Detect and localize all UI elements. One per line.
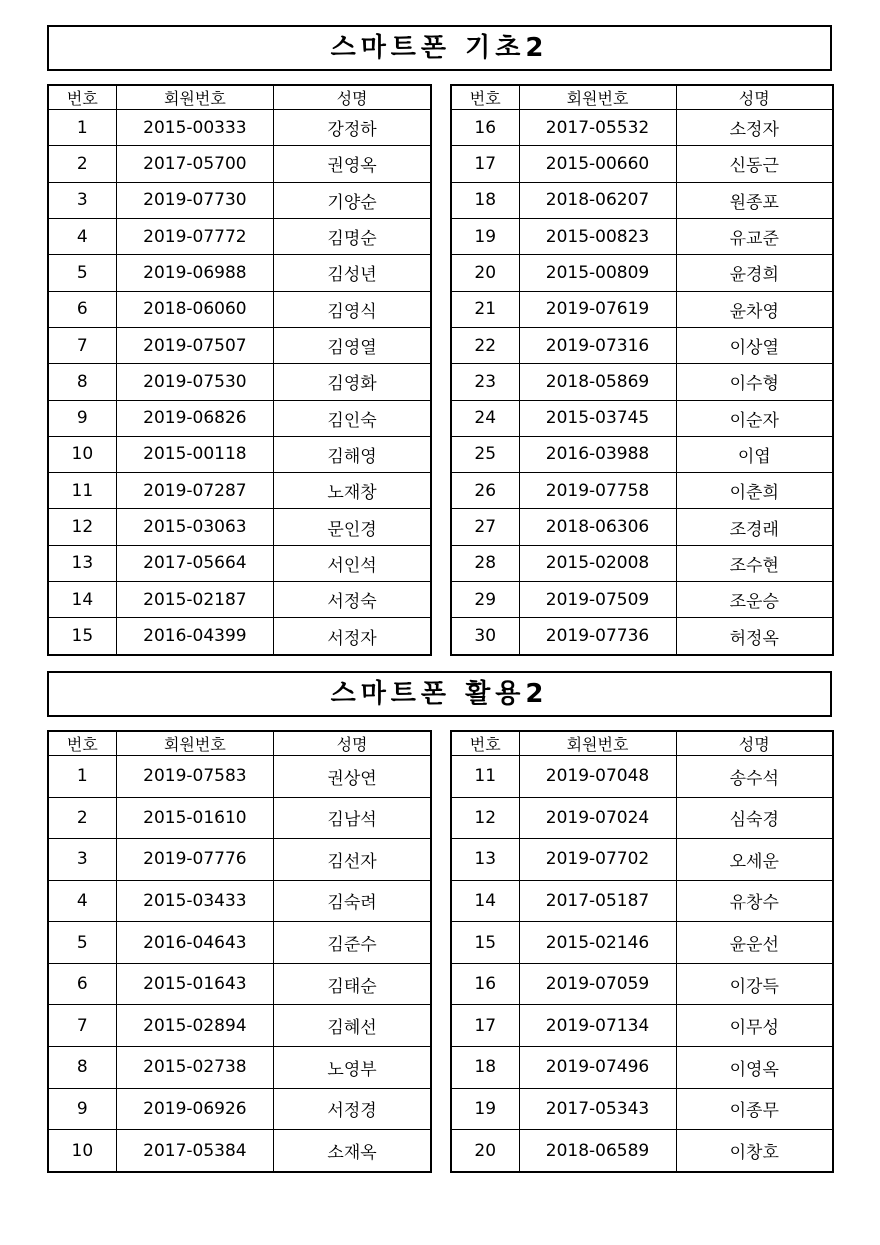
cell-name: 이영옥 — [676, 1046, 833, 1088]
cell-member-id: 2019-06826 — [116, 400, 273, 436]
table-row — [48, 473, 431, 509]
cell-number: 29 — [451, 582, 519, 618]
table-row — [451, 1130, 833, 1172]
cell-number: 18 — [451, 182, 519, 218]
cell-name: 이엽 — [676, 436, 833, 472]
cell-number: 20 — [451, 255, 519, 291]
cell-number: 15 — [451, 922, 519, 964]
cell-name: 송수석 — [676, 756, 833, 798]
cell-member-id: 2019-07496 — [519, 1046, 676, 1088]
cell-number: 13 — [48, 545, 116, 581]
cell-name: 윤경희 — [676, 255, 833, 291]
table-row — [48, 1088, 431, 1130]
cell-member-id: 2015-00660 — [519, 146, 676, 182]
cell-name: 문인경 — [274, 509, 431, 545]
cell-name: 원종포 — [676, 182, 833, 218]
cell-number: 12 — [48, 509, 116, 545]
roster-table-basics-left — [47, 84, 432, 656]
table-row — [48, 255, 431, 291]
cell-number: 28 — [451, 545, 519, 581]
cell-name: 조경래 — [676, 509, 833, 545]
cell-number: 25 — [451, 436, 519, 472]
cell-number: 5 — [48, 255, 116, 291]
table-row — [451, 1046, 833, 1088]
cell-member-id: 2015-01643 — [116, 963, 273, 1005]
cell-member-id: 2018-06207 — [519, 182, 676, 218]
header-name: 성명 — [676, 731, 833, 756]
cell-number: 16 — [451, 110, 519, 146]
cell-name: 서정자 — [274, 618, 431, 655]
roster-table-basics-right — [450, 84, 834, 656]
cell-name: 권상연 — [274, 756, 431, 798]
cell-name: 서인석 — [274, 545, 431, 581]
cell-number: 22 — [451, 327, 519, 363]
cell-number: 12 — [451, 797, 519, 839]
cell-name: 유교준 — [676, 218, 833, 254]
cell-number: 18 — [451, 1046, 519, 1088]
cell-name: 윤운선 — [676, 922, 833, 964]
cell-name: 강정하 — [274, 110, 431, 146]
cell-name: 소재옥 — [274, 1130, 431, 1172]
cell-member-id: 2015-02894 — [116, 1005, 273, 1047]
cell-name: 권영옥 — [274, 146, 431, 182]
cell-name: 김명순 — [274, 218, 431, 254]
cell-name: 이창호 — [676, 1130, 833, 1172]
cell-member-id: 2017-05187 — [519, 880, 676, 922]
roster-table-application-right — [450, 730, 834, 1173]
cell-member-id: 2015-03063 — [116, 509, 273, 545]
cell-member-id: 2019-07730 — [116, 182, 273, 218]
cell-number: 7 — [48, 327, 116, 363]
table-row — [451, 963, 833, 1005]
cell-member-id: 2019-07702 — [519, 839, 676, 881]
cell-member-id: 2017-05664 — [116, 545, 273, 581]
cell-name: 이상열 — [676, 327, 833, 363]
cell-number: 11 — [48, 473, 116, 509]
table-row — [451, 880, 833, 922]
roster-table-application-left — [47, 730, 432, 1173]
cell-number: 2 — [48, 146, 116, 182]
cell-name: 김태순 — [274, 963, 431, 1005]
table-row — [451, 582, 833, 618]
cell-number: 3 — [48, 182, 116, 218]
cell-number: 14 — [48, 582, 116, 618]
table-row — [48, 291, 431, 327]
cell-name: 김영열 — [274, 327, 431, 363]
cell-member-id: 2015-00823 — [519, 218, 676, 254]
table-row — [48, 618, 431, 655]
cell-member-id: 2015-03745 — [519, 400, 676, 436]
table-row — [451, 110, 833, 146]
header-member-id: 회원번호 — [519, 731, 676, 756]
cell-number: 6 — [48, 963, 116, 1005]
cell-number: 4 — [48, 218, 116, 254]
cell-member-id: 2019-07776 — [116, 839, 273, 881]
table-row — [451, 509, 833, 545]
cell-number: 8 — [48, 364, 116, 400]
cell-member-id: 2019-07772 — [116, 218, 273, 254]
header-member-id: 회원번호 — [519, 85, 676, 110]
table-row — [451, 839, 833, 881]
cell-member-id: 2019-07583 — [116, 756, 273, 798]
table-row — [48, 400, 431, 436]
table-row — [451, 473, 833, 509]
table-row — [48, 545, 431, 581]
table-row — [48, 963, 431, 1005]
cell-member-id: 2015-02187 — [116, 582, 273, 618]
cell-member-id: 2015-02008 — [519, 545, 676, 581]
cell-number: 19 — [451, 1088, 519, 1130]
cell-member-id: 2016-04399 — [116, 618, 273, 655]
cell-number: 30 — [451, 618, 519, 655]
cell-name: 이강득 — [676, 963, 833, 1005]
table-row — [451, 756, 833, 798]
cell-name: 김성년 — [274, 255, 431, 291]
header-name: 성명 — [274, 85, 431, 110]
table-row — [48, 364, 431, 400]
header-number: 번호 — [451, 731, 519, 756]
table-row — [451, 255, 833, 291]
header-row — [48, 731, 431, 756]
cell-name: 오세운 — [676, 839, 833, 881]
cell-member-id: 2019-07134 — [519, 1005, 676, 1047]
cell-member-id: 2015-02146 — [519, 922, 676, 964]
cell-number: 15 — [48, 618, 116, 655]
cell-member-id: 2015-00118 — [116, 436, 273, 472]
cell-name: 김혜선 — [274, 1005, 431, 1047]
cell-name: 노영부 — [274, 1046, 431, 1088]
table-row — [48, 582, 431, 618]
table-row — [48, 1005, 431, 1047]
table-row — [48, 1130, 431, 1172]
cell-name: 서정경 — [274, 1088, 431, 1130]
header-number: 번호 — [451, 85, 519, 110]
cell-name: 윤차영 — [676, 291, 833, 327]
cell-name: 심숙경 — [676, 797, 833, 839]
cell-member-id: 2015-03433 — [116, 880, 273, 922]
cell-member-id: 2018-05869 — [519, 364, 676, 400]
header-member-id: 회원번호 — [116, 85, 273, 110]
cell-number: 19 — [451, 218, 519, 254]
cell-member-id: 2017-05532 — [519, 110, 676, 146]
cell-name: 소정자 — [676, 110, 833, 146]
cell-member-id: 2016-03988 — [519, 436, 676, 472]
cell-member-id: 2019-07316 — [519, 327, 676, 363]
header-row — [451, 731, 833, 756]
section-title-application: 스마트폰 활용2 — [47, 671, 832, 717]
section-title-basics: 스마트폰 기초2 — [47, 25, 832, 71]
cell-member-id: 2018-06306 — [519, 509, 676, 545]
cell-number: 1 — [48, 110, 116, 146]
cell-name: 신동근 — [676, 146, 833, 182]
table-row — [48, 146, 431, 182]
table-row — [451, 1005, 833, 1047]
cell-number: 7 — [48, 1005, 116, 1047]
cell-member-id: 2015-01610 — [116, 797, 273, 839]
cell-member-id: 2017-05343 — [519, 1088, 676, 1130]
header-number: 번호 — [48, 731, 116, 756]
cell-member-id: 2016-04643 — [116, 922, 273, 964]
cell-name: 허정옥 — [676, 618, 833, 655]
cell-number: 17 — [451, 1005, 519, 1047]
cell-member-id: 2019-07048 — [519, 756, 676, 798]
table-row — [48, 436, 431, 472]
cell-name: 이종무 — [676, 1088, 833, 1130]
cell-name: 김영화 — [274, 364, 431, 400]
table-row — [451, 400, 833, 436]
cell-member-id: 2017-05700 — [116, 146, 273, 182]
cell-number: 9 — [48, 1088, 116, 1130]
cell-member-id: 2018-06589 — [519, 1130, 676, 1172]
cell-number: 10 — [48, 1130, 116, 1172]
cell-name: 이춘희 — [676, 473, 833, 509]
table-row — [451, 436, 833, 472]
table-row — [451, 797, 833, 839]
cell-name: 이순자 — [676, 400, 833, 436]
table-row — [48, 797, 431, 839]
cell-number: 16 — [451, 963, 519, 1005]
table-row — [48, 756, 431, 798]
header-name: 성명 — [676, 85, 833, 110]
header-name: 성명 — [274, 731, 431, 756]
table-row — [48, 1046, 431, 1088]
header-member-id: 회원번호 — [116, 731, 273, 756]
cell-member-id: 2019-07736 — [519, 618, 676, 655]
cell-number: 21 — [451, 291, 519, 327]
table-row — [48, 110, 431, 146]
table-row — [451, 618, 833, 655]
cell-number: 10 — [48, 436, 116, 472]
cell-member-id: 2018-06060 — [116, 291, 273, 327]
cell-name: 이무성 — [676, 1005, 833, 1047]
header-row — [48, 85, 431, 110]
cell-member-id: 2019-07530 — [116, 364, 273, 400]
cell-number: 8 — [48, 1046, 116, 1088]
cell-name: 김남석 — [274, 797, 431, 839]
cell-member-id: 2015-02738 — [116, 1046, 273, 1088]
table-row — [451, 182, 833, 218]
table-row — [451, 291, 833, 327]
cell-number: 13 — [451, 839, 519, 881]
cell-number: 4 — [48, 880, 116, 922]
cell-member-id: 2019-07619 — [519, 291, 676, 327]
cell-name: 김숙려 — [274, 880, 431, 922]
cell-member-id: 2015-00333 — [116, 110, 273, 146]
cell-number: 26 — [451, 473, 519, 509]
cell-member-id: 2019-07509 — [519, 582, 676, 618]
cell-number: 23 — [451, 364, 519, 400]
cell-name: 조수현 — [676, 545, 833, 581]
cell-name: 노재창 — [274, 473, 431, 509]
cell-number: 14 — [451, 880, 519, 922]
cell-member-id: 2019-07024 — [519, 797, 676, 839]
cell-number: 3 — [48, 839, 116, 881]
table-row — [48, 182, 431, 218]
table-row — [451, 545, 833, 581]
cell-name: 이수형 — [676, 364, 833, 400]
cell-number: 24 — [451, 400, 519, 436]
cell-member-id: 2019-07758 — [519, 473, 676, 509]
table-row — [451, 1088, 833, 1130]
cell-name: 서정숙 — [274, 582, 431, 618]
cell-number: 2 — [48, 797, 116, 839]
cell-member-id: 2019-07287 — [116, 473, 273, 509]
table-row — [451, 218, 833, 254]
cell-name: 기양순 — [274, 182, 431, 218]
table-row — [451, 364, 833, 400]
table-row — [48, 880, 431, 922]
cell-name: 유창수 — [676, 880, 833, 922]
cell-member-id: 2017-05384 — [116, 1130, 273, 1172]
table-row — [48, 327, 431, 363]
cell-number: 27 — [451, 509, 519, 545]
table-row — [48, 218, 431, 254]
cell-number: 1 — [48, 756, 116, 798]
cell-name: 김인숙 — [274, 400, 431, 436]
cell-number: 6 — [48, 291, 116, 327]
cell-number: 17 — [451, 146, 519, 182]
cell-member-id: 2015-00809 — [519, 255, 676, 291]
cell-name: 김해영 — [274, 436, 431, 472]
cell-member-id: 2019-07059 — [519, 963, 676, 1005]
table-row — [451, 922, 833, 964]
table-row — [48, 509, 431, 545]
table-row — [48, 839, 431, 881]
cell-name: 조운승 — [676, 582, 833, 618]
cell-number: 20 — [451, 1130, 519, 1172]
cell-name: 김영식 — [274, 291, 431, 327]
cell-member-id: 2019-06988 — [116, 255, 273, 291]
cell-member-id: 2019-06926 — [116, 1088, 273, 1130]
header-row — [451, 85, 833, 110]
cell-name: 김선자 — [274, 839, 431, 881]
table-row — [48, 922, 431, 964]
header-number: 번호 — [48, 85, 116, 110]
cell-name: 김준수 — [274, 922, 431, 964]
cell-number: 11 — [451, 756, 519, 798]
table-row — [451, 327, 833, 363]
cell-member-id: 2019-07507 — [116, 327, 273, 363]
cell-number: 5 — [48, 922, 116, 964]
cell-number: 9 — [48, 400, 116, 436]
table-row — [451, 146, 833, 182]
